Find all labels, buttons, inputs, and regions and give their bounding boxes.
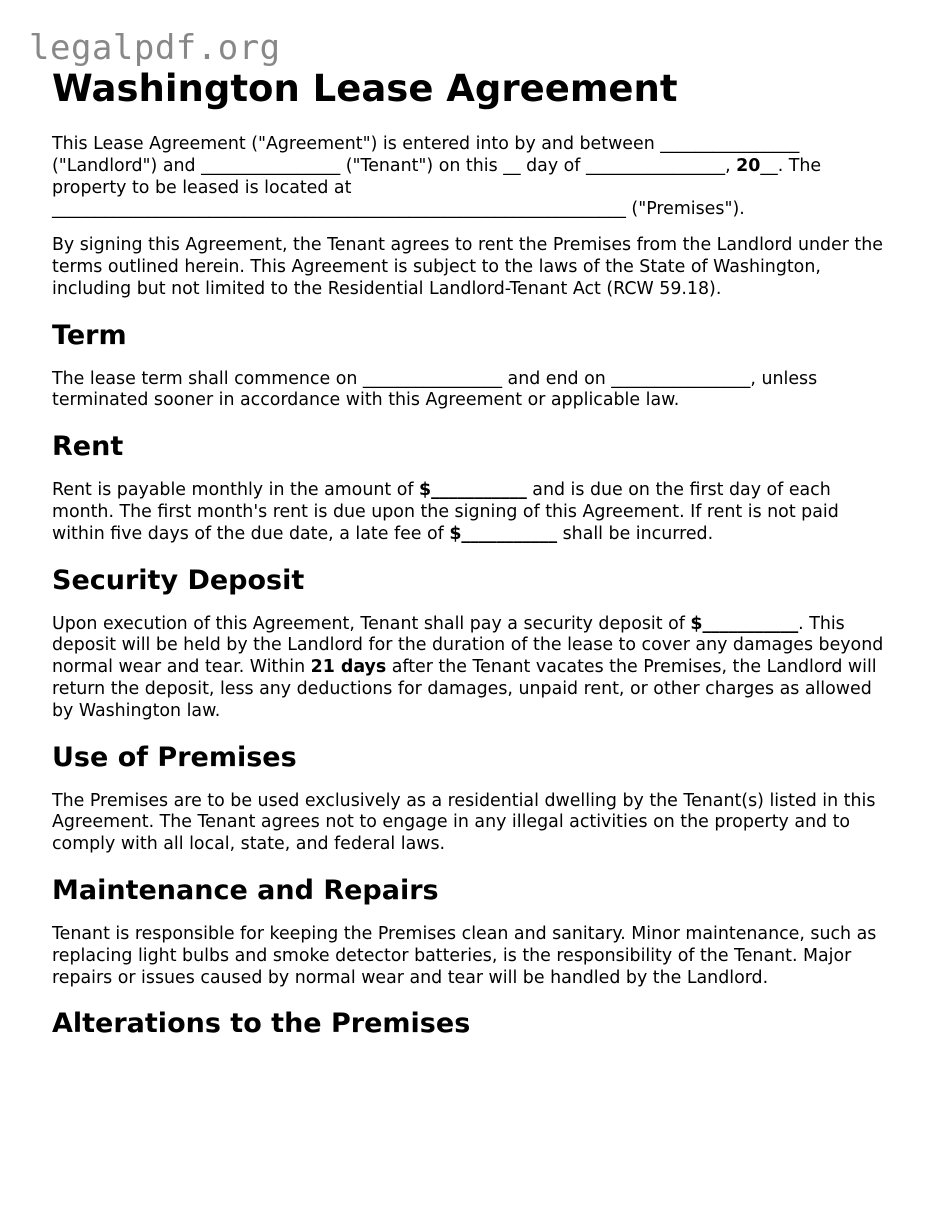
address-blank: __________________________________________________________________ <box>52 199 626 220</box>
start-date-blank: ________________ <box>362 368 503 389</box>
use-of-premises-heading: Use of Premises <box>52 741 297 773</box>
security-deposit-heading: Security Deposit <box>52 564 305 596</box>
intro-paragraph-2: By signing this Agreement, the Tenant agrees to rent the Premises from the Landlord under the terms outlined herein. This Agreement is subject to the laws of the State of Washington, including but not limited to the Residential Landlord-Tenant Act (RCW 59.18). <box>52 235 883 299</box>
month-blank: ________________ <box>585 155 726 176</box>
watermark: legalpdf.org <box>29 28 281 68</box>
rent-heading: Rent <box>52 431 124 463</box>
document-page <box>52 66 892 1057</box>
rent-paragraph: Rent is payable monthly in the amount of $___________ and is due on the first day of each month. The first month's rent is due upon the signing of this Agreement. If rent is not paid within five days of the due date, a late fee of $___________ shall be incurred. <box>52 480 839 544</box>
landlord-name-blank: ________________ <box>660 134 800 154</box>
term-heading: Term <box>52 319 127 351</box>
maintenance-heading: Maintenance and Repairs <box>52 874 439 906</box>
late-fee-blank: $___________ <box>449 523 558 544</box>
security-deposit-paragraph: Upon execution of this Agreement, Tenant shall pay a security deposit of $___________. This deposit will be held by the Landlord for the duration of the lease to cover any damages beyond normal wear and tear. Within 21 days after the Tenant vacates the Premises, the Landlord will return the deposit, less any deductions for damages, unpaid rent, or other charges as allowed by Washington law. <box>52 613 884 721</box>
term-paragraph: The lease term shall commence on ________________ and end on ________________, unless terminated sooner in accordance with this Agreement or applicable law. <box>52 368 818 411</box>
year-blank: __ <box>760 155 778 176</box>
day-blank: __ <box>503 155 521 176</box>
tenant-name-blank: ________________ <box>201 155 341 176</box>
alterations-heading: Alterations to the Premises <box>52 1008 471 1040</box>
deposit-amount-blank: $___________ <box>690 613 799 634</box>
document-title: Washington Lease Agreement <box>52 67 678 110</box>
maintenance-paragraph: Tenant is responsible for keeping the Premises clean and sanitary. Minor maintenance, such as replacing light bulbs and smoke detector batteries, is the responsibility of the Tenant. Major repairs or issues caused by normal wear and tear will be handled by the Landlord. <box>52 923 877 988</box>
return-days: 21 days <box>310 657 387 678</box>
intro-paragraph: This Lease Agreement ("Agreement") is entered into by and between ________________ ("Landlord") and ________________ ("Tenant") on this __ day of ________________, 20__. The property to be leased is located at __________________________________________________________________ ("Premises"). <box>52 134 822 220</box>
end-date-blank: ________________ <box>611 368 751 389</box>
rent-amount-blank: $___________ <box>419 480 527 501</box>
use-of-premises-paragraph: The Premises are to be used exclusively as a residential dwelling by the Tenant(s) listed in this Agreement. The Tenant agrees not to engage in any illegal activities on the property and to comply with all local, state, and federal laws. <box>52 790 876 855</box>
year-prefix: 20 <box>736 155 761 176</box>
